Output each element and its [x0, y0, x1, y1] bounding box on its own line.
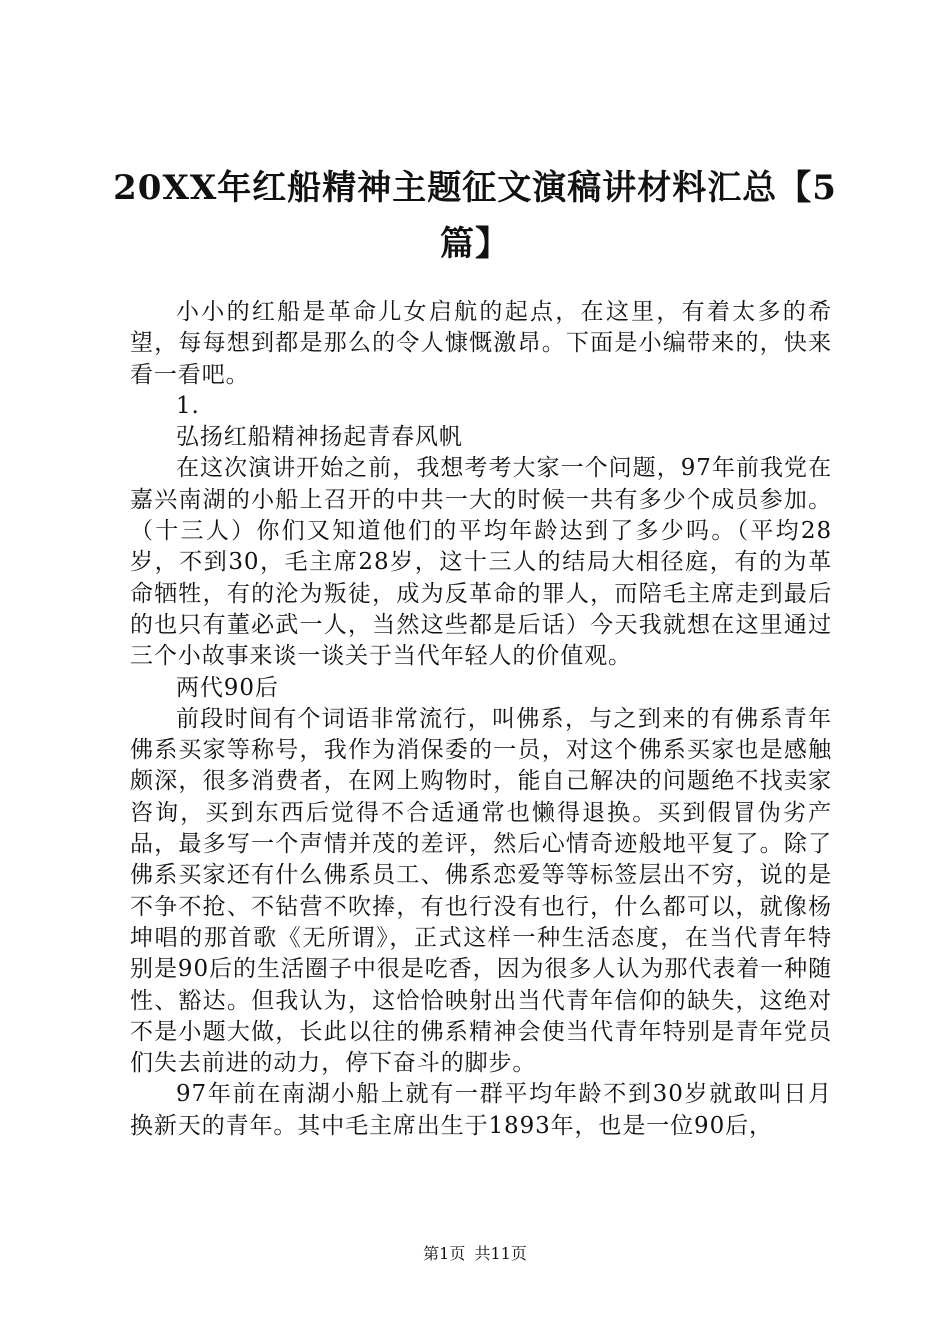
body-paragraph: 97年前在南湖小船上就有一群平均年龄不到30岁就敢叫日月换新天的青年。其中毛主席出生于1893年，也是一位90后， [130, 1081, 832, 1139]
body-paragraph: 前段时间有个词语非常流行，叫佛系，与之到来的有佛系青年佛系买家等称号，我作为消保委的一员，对这个佛系买家也是感触颇深，很多消费者，在网上购物时，能自己解决的问题绝不找卖家咨询，买到东西后觉得不合适通常也懒得退换。买到假冒伪劣产品，最多写一个声情并茂的差评，然后心情奇迹般地平复了。除了佛系买家还有什么佛系员工、佛系恋爱等等标签层出不穷，说的是不争不抢、不钻营不吹捧，有也行没有也行，什么都可以，就像杨坤唱的那首歌《无所谓》，正式这样一种生活态度，在当代青年特别是90后的生活圈子中很是吃香，因为很多人认为那代表着一种随性、豁达。但我认为，这恰恰映射出当代青年信仰的缺失，这绝对不是小题大做，长此以往的佛系精神会使当代青年特别是青年党员们失去前进的动力，停下奋斗的脚步。 [130, 705, 832, 1077]
body-paragraph: 在这次演讲开始之前，我想考考大家一个问题，97年前我党在嘉兴南湖的小船上召开的中共一大的时候一共有多少个成员参加。（十三人）你们又知道他们的平均年龄达到了多少吗。（平均28岁，不到30，毛主席28岁，这十三人的结局大相径庭，有的为革命牺牲，有的沦为叛徒，成为反革命的罪人，而陪毛主席走到最后的也只有董必武一人，当然这些都是后话）今天我就想在这里通过三个小故事来谈一谈关于当代年轻人的价值观。 [130, 455, 832, 670]
page-number: 第1页 [423, 1244, 466, 1263]
page-footer [0, 1244, 950, 1264]
document-body [130, 297, 832, 1142]
section-number: 1. [176, 392, 200, 419]
subsection-heading: 两代90后 [176, 674, 279, 701]
document-title: 20XX年红船精神主题征文演稿讲材料汇总【5篇】 [113, 168, 837, 264]
page-total: 共11页 [474, 1244, 527, 1263]
intro-paragraph: 小小的红船是革命儿女启航的起点，在这里，有着太多的希望，每每想到都是那么的令人慷慨激昂。下面是小编带来的，快来看一看吧。 [130, 299, 832, 388]
section-heading: 弘扬红船精神扬起青春风帆 [176, 424, 463, 451]
